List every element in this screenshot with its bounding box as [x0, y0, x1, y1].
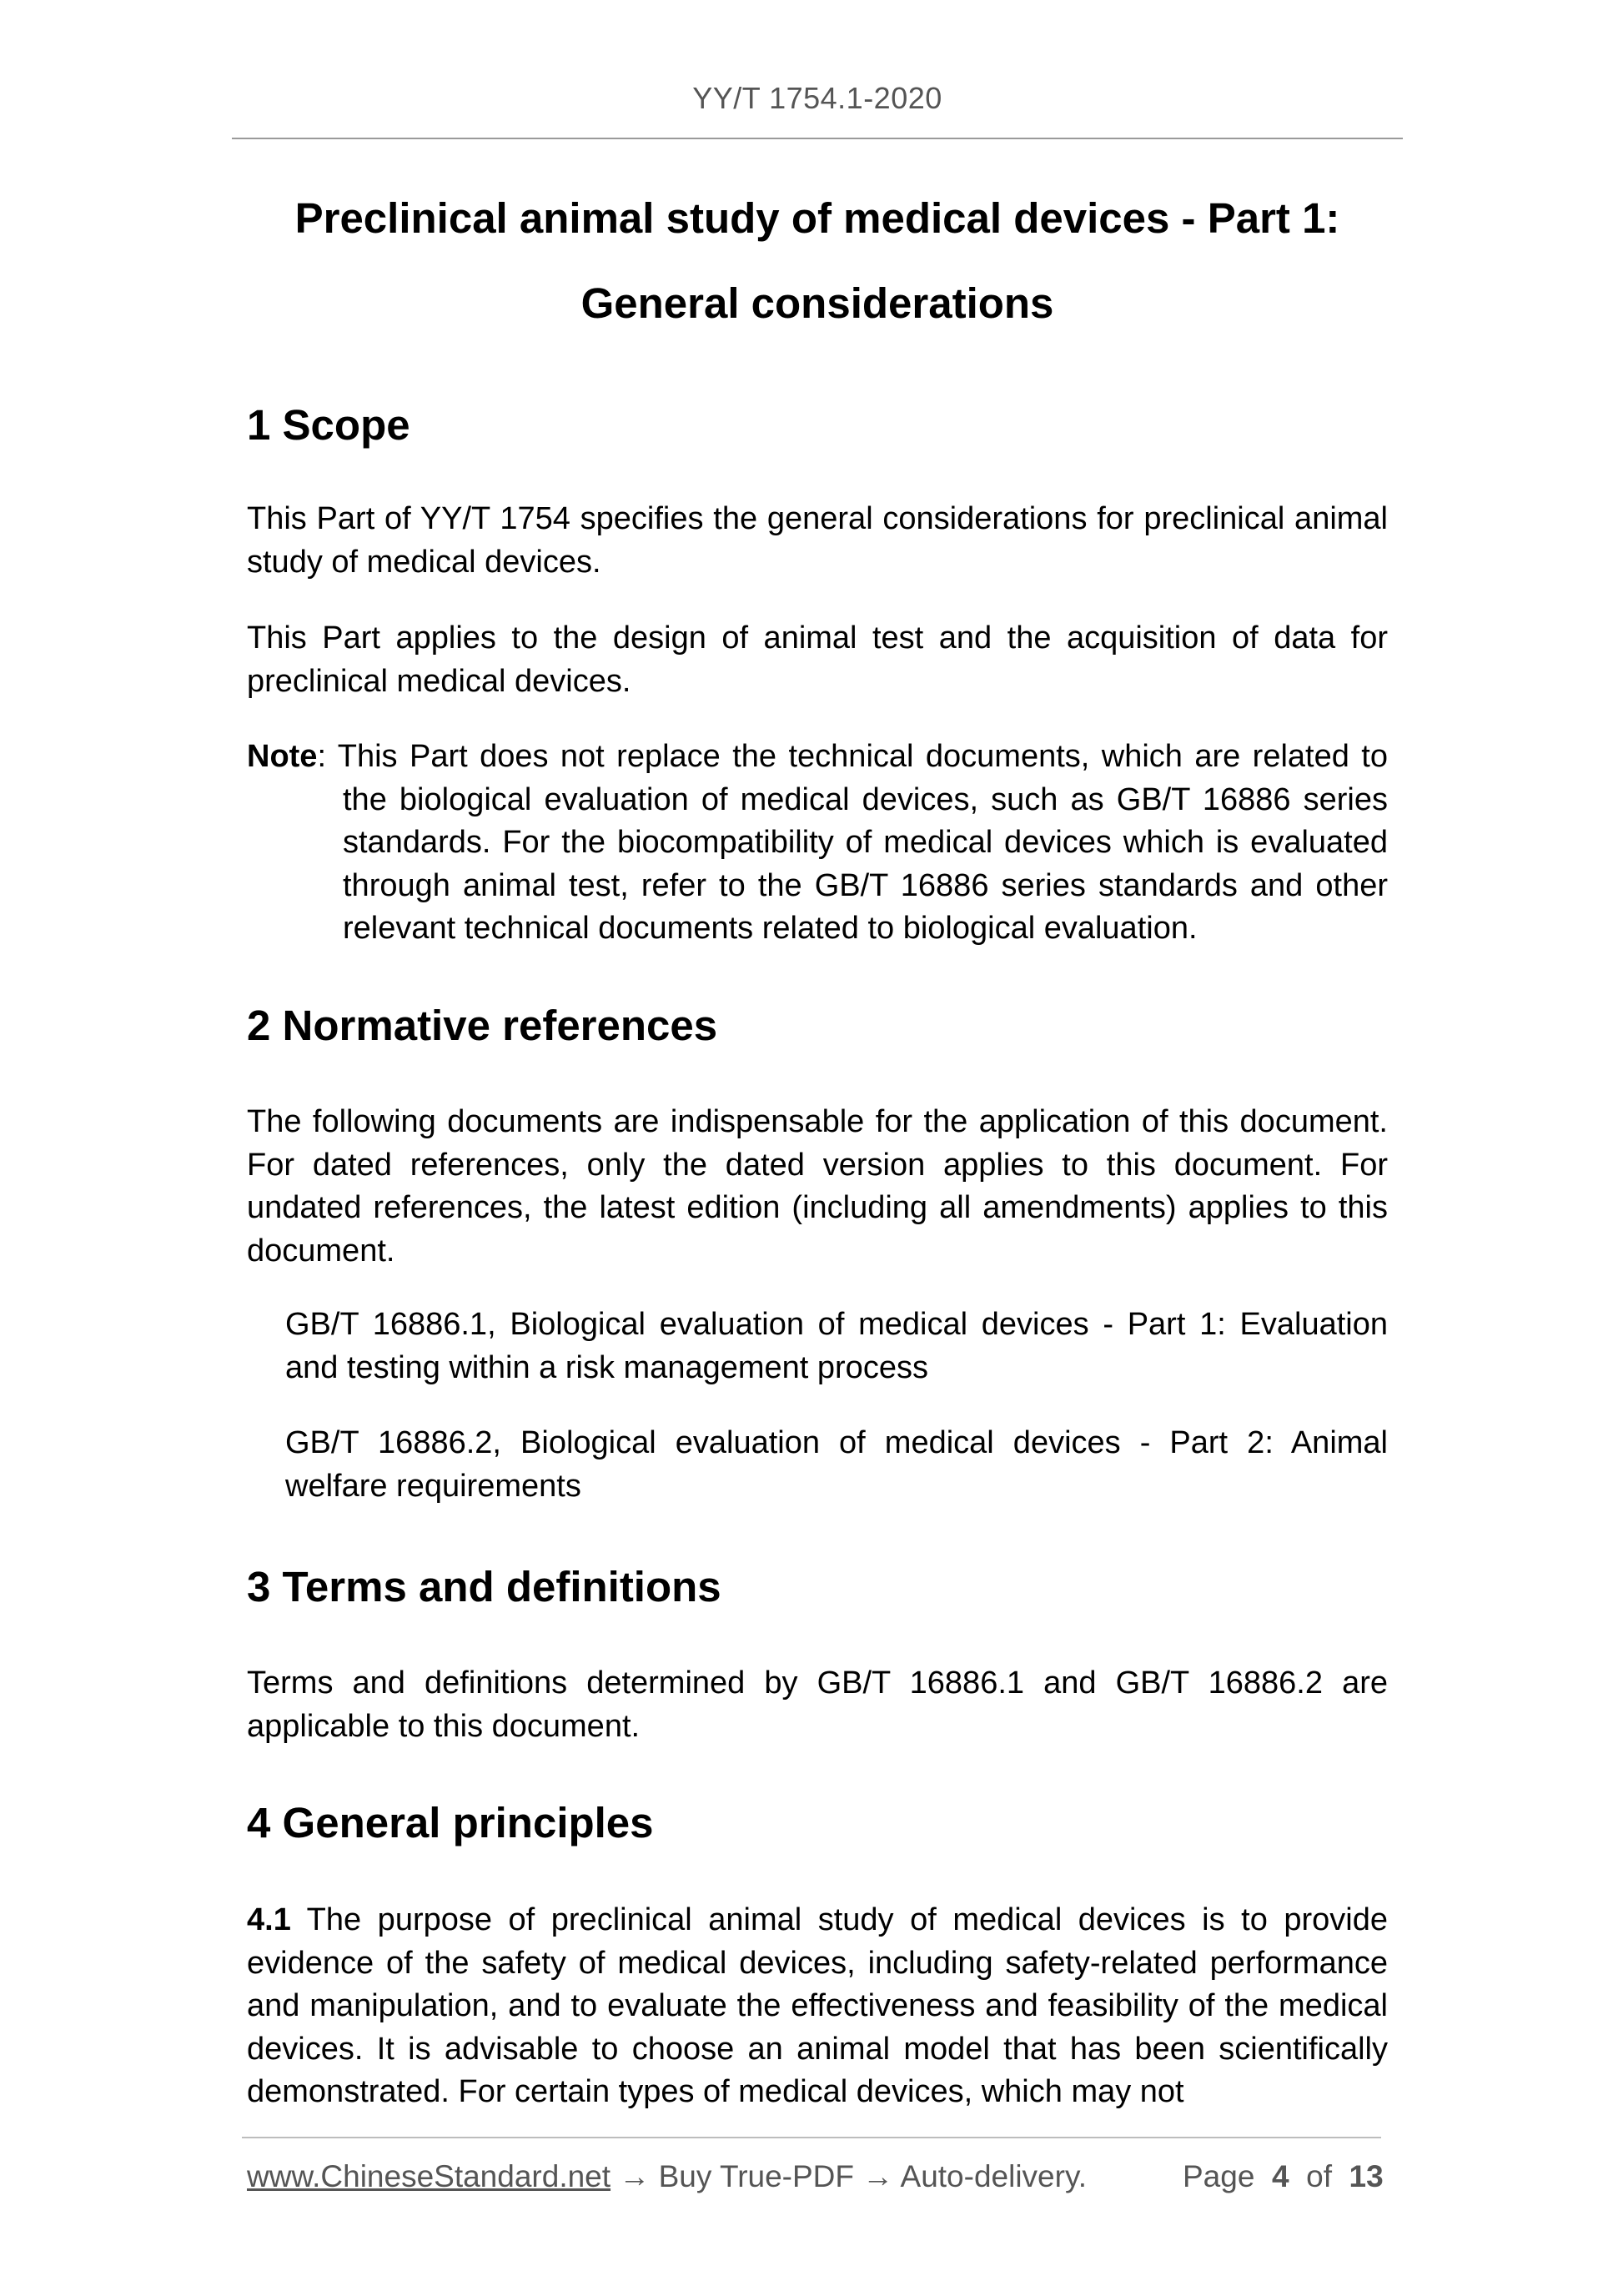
- clause-4-1: [247, 1899, 1388, 2114]
- scope-note: [247, 736, 1388, 951]
- reference-item: GB/T 16886.1, Biological evaluation of medical devices - Part 1: Evaluation and testing within a risk management process: [285, 1307, 1388, 1385]
- section-heading-normative-references: 2 Normative references: [247, 1002, 718, 1049]
- document-title-line-2: General considerations: [580, 279, 1054, 327]
- clause-text: The purpose of preclinical animal study of medical devices is to provide evidence of the safety of medical devices, including safety-related performance and manipulation, and to evaluate the effectiveness and feasibility of the medical devices. It is advisable to choose an animal model that has been scientifically demonstrated. For certain types of medical devices, which may not: [247, 1902, 1388, 2109]
- total-pages: 13: [1349, 2159, 1384, 2193]
- footer-promo: [247, 2158, 1087, 2195]
- footer-promo-text: → Buy True-PDF → Auto-delivery.: [611, 2159, 1087, 2193]
- normative-intro-paragraph: The following documents are indispensable for the application of this document. For dated references, only the dated version applies to this document. For undated references, the latest edition (including all amendments) applies to this document.: [247, 1104, 1388, 1269]
- footer-divider: [242, 2137, 1381, 2138]
- page-label: Page: [1183, 2159, 1255, 2193]
- terms-paragraph: Terms and definitions determined by GB/T 16886.1 and GB/T 16886.2 are applicable to this document.: [247, 1665, 1388, 1744]
- scope-paragraph-2: This Part applies to the design of animal test and the acquisition of data for preclinical medical devices.: [247, 620, 1388, 699]
- scope-paragraph-1: This Part of YY/T 1754 specifies the general considerations for preclinical animal study of medical devices.: [247, 501, 1388, 580]
- section-heading-terms: 3 Terms and definitions: [247, 1563, 721, 1610]
- section-heading-general-principles: 4 General principles: [247, 1799, 654, 1846]
- current-page-number: 4: [1271, 2159, 1289, 2193]
- page-indicator: [1183, 2158, 1384, 2195]
- document-title-line-1: Preclinical animal study of medical devices - Part 1:: [294, 194, 1340, 242]
- header-divider: [232, 138, 1403, 139]
- running-header: YY/T 1754.1-2020: [692, 81, 942, 115]
- clause-number: 4.1: [247, 1902, 291, 1937]
- site-link[interactable]: www.ChineseStandard.net: [247, 2159, 611, 2193]
- of-label: of: [1306, 2159, 1332, 2193]
- section-heading-scope: 1 Scope: [247, 401, 410, 449]
- note-label: Note: [247, 739, 318, 774]
- note-text: : This Part does not replace the technical documents, which are related to the biological evaluation of medical devices, such as GB/T 16886 series standards. For the biocompatibility of medical devices which is evaluated through animal test, refer to the GB/T 16886 series standards and other relevant technical documents related to biological evaluation.: [317, 739, 1388, 946]
- reference-item: GB/T 16886.2, Biological evaluation of medical devices - Part 2: Animal welfare requirements: [285, 1425, 1388, 1504]
